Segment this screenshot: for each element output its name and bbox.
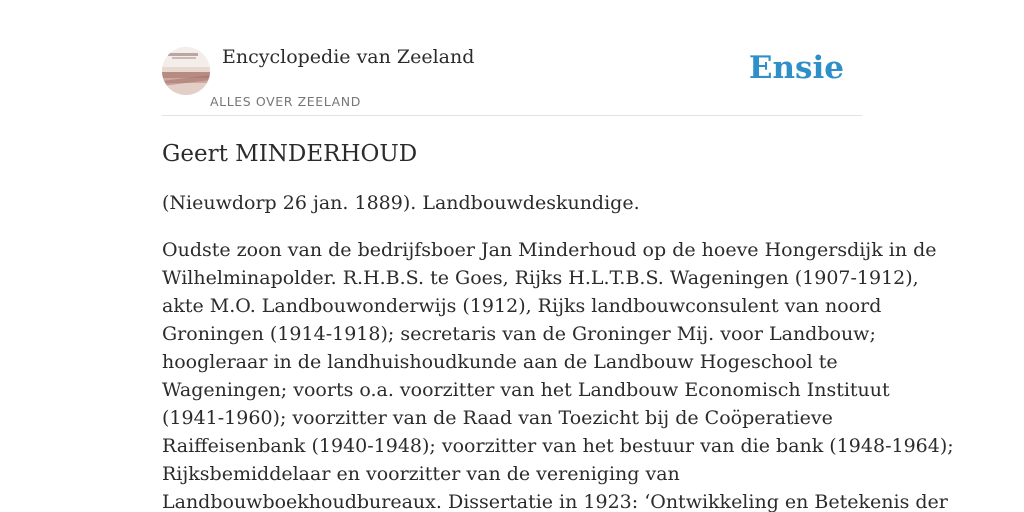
body-line: Groningen (1914-1918); secretaris van de Groninger Mij. voor Landbouw; xyxy=(162,323,876,345)
article-body xyxy=(162,236,954,512)
body-line: Rijksbemiddelaar en voorzitter van de vereniging van xyxy=(162,463,680,485)
body-line: Oudste zoon van de bedrijfsboer Jan Minderhoud op de hoeve Hongersdijk in de xyxy=(162,239,937,261)
article-lead: (Nieuwdorp 26 jan. 1889). Landbouwdeskundige. xyxy=(162,192,640,214)
body-line: (1941-1960); voorzitter van de Raad van Toezicht bij de Coöperatieve xyxy=(162,407,833,429)
body-line: akte M.O. Landbouwonderwijs (1912), Rijks landbouwconsulent van noord xyxy=(162,295,882,317)
body-line: Wilhelminapolder. R.H.B.S. te Goes, Rijks H.L.T.B.S. Wageningen (1907-1912), xyxy=(162,267,919,289)
ensie-brand-link[interactable]: Ensie xyxy=(748,50,844,86)
site-title[interactable]: Encyclopedie van Zeeland xyxy=(222,46,475,68)
logo-landscape-graphic xyxy=(162,47,210,95)
body-line: hoogleraar in de landhuishoudkunde aan de Landbouw Hogeschool te xyxy=(162,351,838,373)
article xyxy=(162,138,954,512)
site-subtitle: ALLES OVER ZEELAND xyxy=(210,94,361,109)
zeeland-logo-icon[interactable] xyxy=(162,47,210,95)
body-line: Raiffeisenbank (1940-1948); voorzitter van het bestuur van die bank (1948-1964); xyxy=(162,435,954,457)
site-header xyxy=(162,44,862,116)
body-line: Wageningen; voorts o.a. voorzitter van het Landbouw Economisch Instituut xyxy=(162,379,890,401)
article-title: Geert MINDERHOUD xyxy=(162,141,418,167)
body-line: Landbouwboekhoudbureaux. Dissertatie in 1923: ‘Ontwikkeling en Betekenis der xyxy=(162,491,948,512)
